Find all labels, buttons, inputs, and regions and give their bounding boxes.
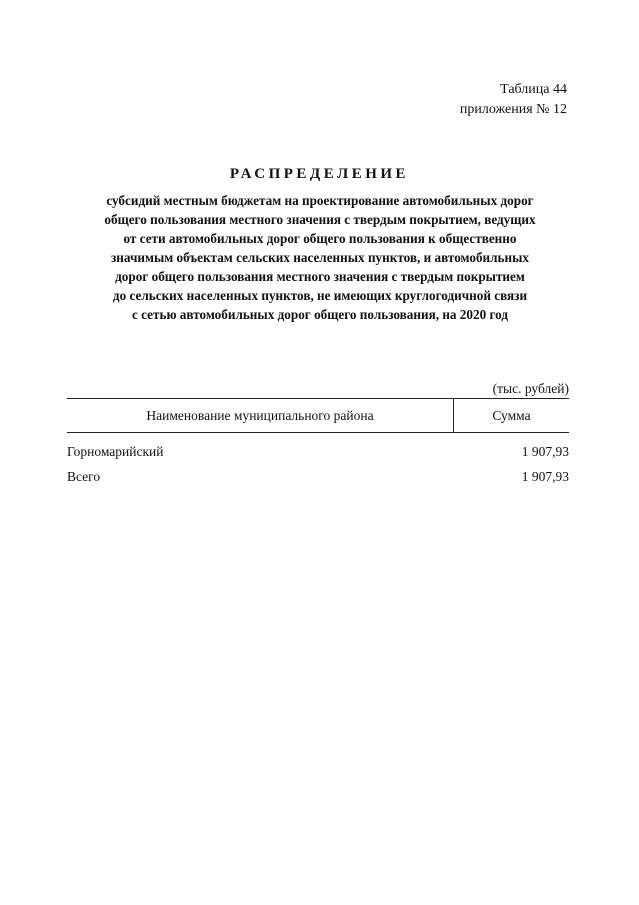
subtitle-line: значимым объектам сельских населенных пунктов, и автомобильных [111,250,529,265]
header-sum: Сумма [492,408,531,423]
total-sum-cell: 1 907,93 [521,469,569,484]
appendix-reference: приложения № 12 [459,102,567,117]
header-district-name: Наименование муниципального района [67,399,454,432]
subtitle-line: субсидий местным бюджетам на проектирование автомобильных дорог [106,193,534,208]
table-number: Таблица 44 [500,82,567,97]
table-row [67,439,569,464]
table-header [67,398,569,433]
subtitle-line: дорог общего пользования местного значения с твердым покрытием [115,269,525,284]
document-title: РАСПРЕДЕЛЕНИЕ [229,166,410,182]
subtitle-line: с сетью автомобильных дорог общего пользования, на 2020 год [131,307,509,322]
total-label-cell: Всего [67,469,101,484]
units-label: (тыс. рублей) [492,381,569,396]
table-row-total [67,464,569,489]
subtitle-line: до сельских населенных пунктов, не имеющих круглогодичной связи [112,288,528,303]
distribution-table [67,398,569,489]
subtitle-line: общего пользования местного значения с твердым покрытием, ведущих [104,212,536,227]
document-subtitle [60,191,580,324]
district-name-cell: Горномарийский [67,444,164,459]
table-reference [460,80,567,120]
sum-cell: 1 907,93 [521,444,569,459]
subtitle-line: от сети автомобильных дорог общего пользования к общественно [123,231,517,246]
